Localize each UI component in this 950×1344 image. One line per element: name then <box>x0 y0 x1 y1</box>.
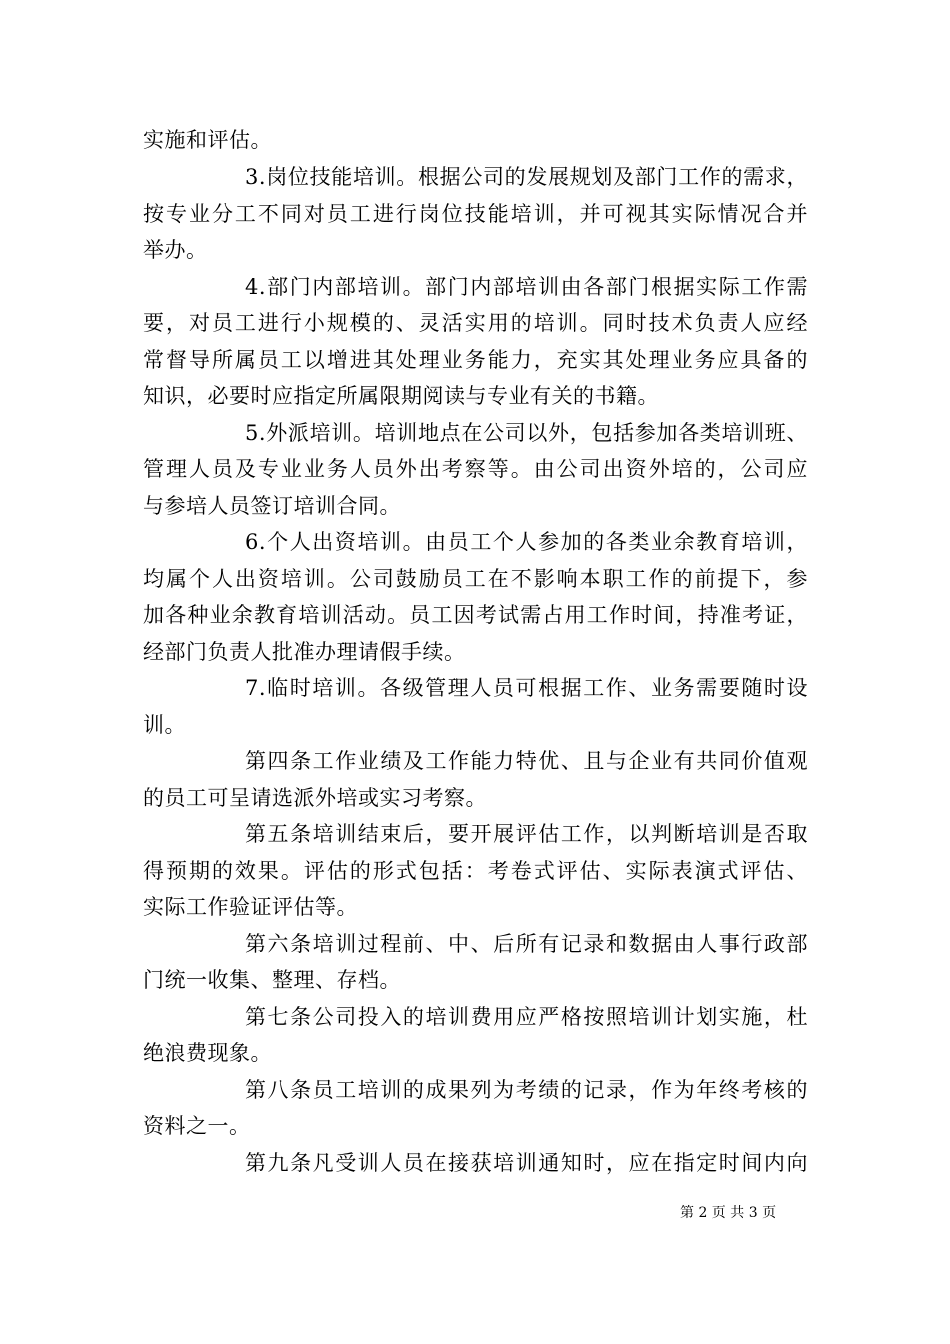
text-line: 第四条工作业绩及工作能力特优、且与企业有共同价值观 <box>245 749 808 773</box>
text-line: 第八条员工培训的成果列为考绩的记录，作为年终考核的 <box>245 1078 808 1102</box>
text-line: 管理人员及专业业务人员外出考察等。由公司出资外培的，公司应 <box>143 457 808 481</box>
text-line: 按专业分工不同对员工进行岗位技能培训，并可视其实际情况合并 <box>143 202 808 226</box>
text-line: 第六条培训过程前、中、后所有记录和数据由人事行政部 <box>245 932 808 956</box>
text-line: 均属个人出资培训。公司鼓励员工在不影响本职工作的前提下，参 <box>143 567 808 591</box>
text-line: 得预期的效果。评估的形式包括：考卷式评估、实际表演式评估、 <box>143 859 808 883</box>
text-line: 门统一收集、整理、存档。 <box>143 968 401 992</box>
text-line: 的员工可呈请选派外培或实习考察。 <box>143 786 487 810</box>
text-line: 7.临时培训。各级管理人员可根据工作、业务需要随时设 <box>245 676 808 700</box>
text-line: 实际工作验证评估等。 <box>143 895 358 919</box>
text-line: 4.部门内部培训。部门内部培训由各部门根据实际工作需 <box>245 275 808 299</box>
text-line: 常督导所属员工以增进其处理业务能力，充实其处理业务应具备的 <box>143 348 808 372</box>
text-line: 与参培人员签订培训合同。 <box>143 494 401 518</box>
text-line: 知识，必要时应指定所属限期阅读与专业有关的书籍。 <box>143 384 659 408</box>
text-line: 资料之一。 <box>143 1114 251 1138</box>
text-line: 第九条凡受训人员在接获培训通知时，应在指定时间内向 <box>245 1151 808 1175</box>
text-line: 第五条培训结束后，要开展评估工作，以判断培训是否取 <box>245 822 808 846</box>
text-line: 举办。 <box>143 238 208 262</box>
text-line: 第七条公司投入的培训费用应严格按照培训计划实施，杜 <box>245 1005 808 1029</box>
text-line: 5.外派培训。培训地点在公司以外，包括参加各类培训班、 <box>245 421 808 445</box>
page-number: 第 2 页 共 3 页 <box>680 1205 777 1221</box>
text-line: 实施和评估。 <box>143 128 272 152</box>
text-line: 经部门负责人批准办理请假手续。 <box>143 640 466 664</box>
text-line: 6.个人出资培训。由员工个人参加的各类业余教育培训， <box>245 530 808 554</box>
text-line: 训。 <box>143 713 186 737</box>
text-line: 3.岗位技能培训。根据公司的发展规划及部门工作的需求， <box>245 165 808 189</box>
text-line: 要，对员工进行小规模的、灵活实用的培训。同时技术负责人应经 <box>143 311 808 335</box>
text-line: 加各种业余教育培训活动。员工因考试需占用工作时间，持准考证， <box>143 603 808 627</box>
text-line: 绝浪费现象。 <box>143 1041 272 1065</box>
